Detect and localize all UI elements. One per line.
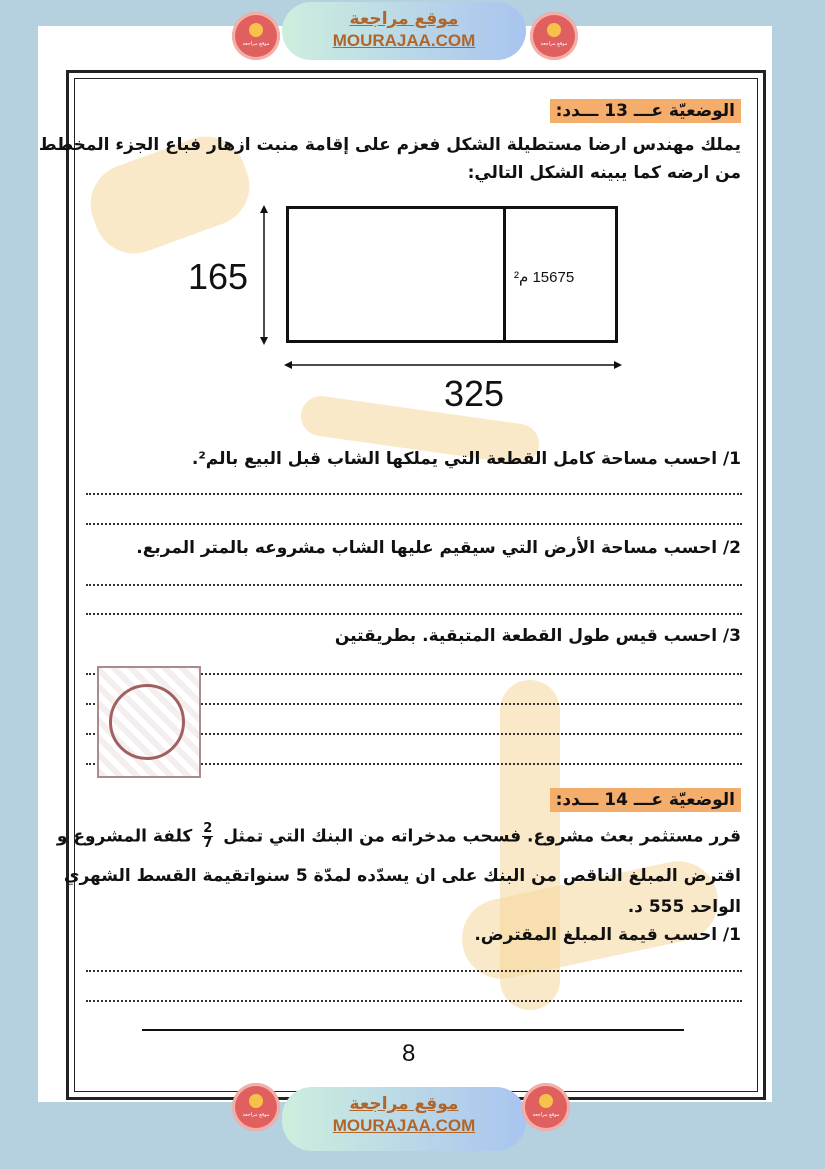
- situation-13-intro-line2: من ارضه كما يبينه الشكل التالي:: [467, 163, 741, 183]
- logo-badge-left: موقع مراجعة: [232, 1083, 280, 1131]
- situation-14-title: الوضعيّة عـــ 14 ـــدد:: [550, 788, 741, 812]
- situation-14-line1-b: كلفة المشروع و: [56, 826, 193, 847]
- question-13-3: 3/ احسب قيس طول القطعة المتبقية. بطريقتين: [334, 626, 741, 646]
- situation-14-line1-a: قرر مستثمر بعث مشروع. فسحب مدخراته من البنك التي تمثل: [223, 826, 741, 847]
- page-number: 8: [402, 1040, 416, 1067]
- logo-badge-right: موقع مراجعة: [530, 12, 578, 60]
- answer-line: [86, 584, 742, 586]
- area-label: 15675 م²: [514, 269, 575, 286]
- situation-13-title: الوضعيّة عـــ 13 ـــدد:: [550, 99, 741, 123]
- banner-arabic-link[interactable]: موقع مراجعة: [349, 9, 459, 29]
- question-14-1: 1/ احسب قيمة المبلغ المقترض.: [474, 925, 741, 945]
- logo-badge-right: موقع مراجعة: [522, 1083, 570, 1131]
- answer-line: [86, 970, 742, 972]
- answer-line: [86, 493, 742, 495]
- situation-14-line2: اقترض المبلغ الناقص من البنك على ان يسدّده لمدّة 5 سنواتقيمة القسط الشهري: [63, 866, 741, 886]
- banner-arabic-link[interactable]: موقع مراجعة: [349, 1094, 459, 1114]
- situation-14-line1: [57, 822, 741, 851]
- fraction-numerator: 2: [203, 821, 213, 836]
- answer-line: [86, 613, 742, 615]
- stamp-image: [97, 666, 201, 778]
- height-arrow: [256, 205, 272, 345]
- banner-english-link[interactable]: MOURAJAA.COM: [332, 1116, 476, 1135]
- site-banner-bottom[interactable]: [282, 1087, 526, 1151]
- answer-line: [86, 523, 742, 525]
- width-label: 325: [444, 373, 505, 414]
- fraction-denominator: 7: [203, 836, 213, 851]
- site-banner-top[interactable]: [282, 2, 526, 60]
- height-label: 165: [188, 256, 249, 297]
- footer-rule: [142, 1029, 684, 1031]
- question-13-2: 2/ احسب مساحة الأرض التي سيقيم عليها الشاب مشروعه بالمتر المربع.: [136, 538, 741, 558]
- banner-english-link[interactable]: MOURAJAA.COM: [332, 31, 476, 50]
- land-divider: [503, 206, 506, 343]
- answer-line: [86, 1000, 742, 1002]
- situation-13-intro-line1: يملك مهندس ارضا مستطيلة الشكل فعزم على إقامة منبت ازهار فباع الجزء المخطط: [38, 135, 741, 155]
- width-arrow: [284, 358, 622, 372]
- logo-badge-left: موقع مراجعة: [232, 12, 280, 60]
- fraction: [202, 822, 213, 851]
- situation-14-line3: الواحد 555 د.: [627, 897, 741, 917]
- question-13-1: 1/ احسب مساحة كامل القطعة التي يملكها الشاب قبل البيع بالم².: [191, 449, 741, 469]
